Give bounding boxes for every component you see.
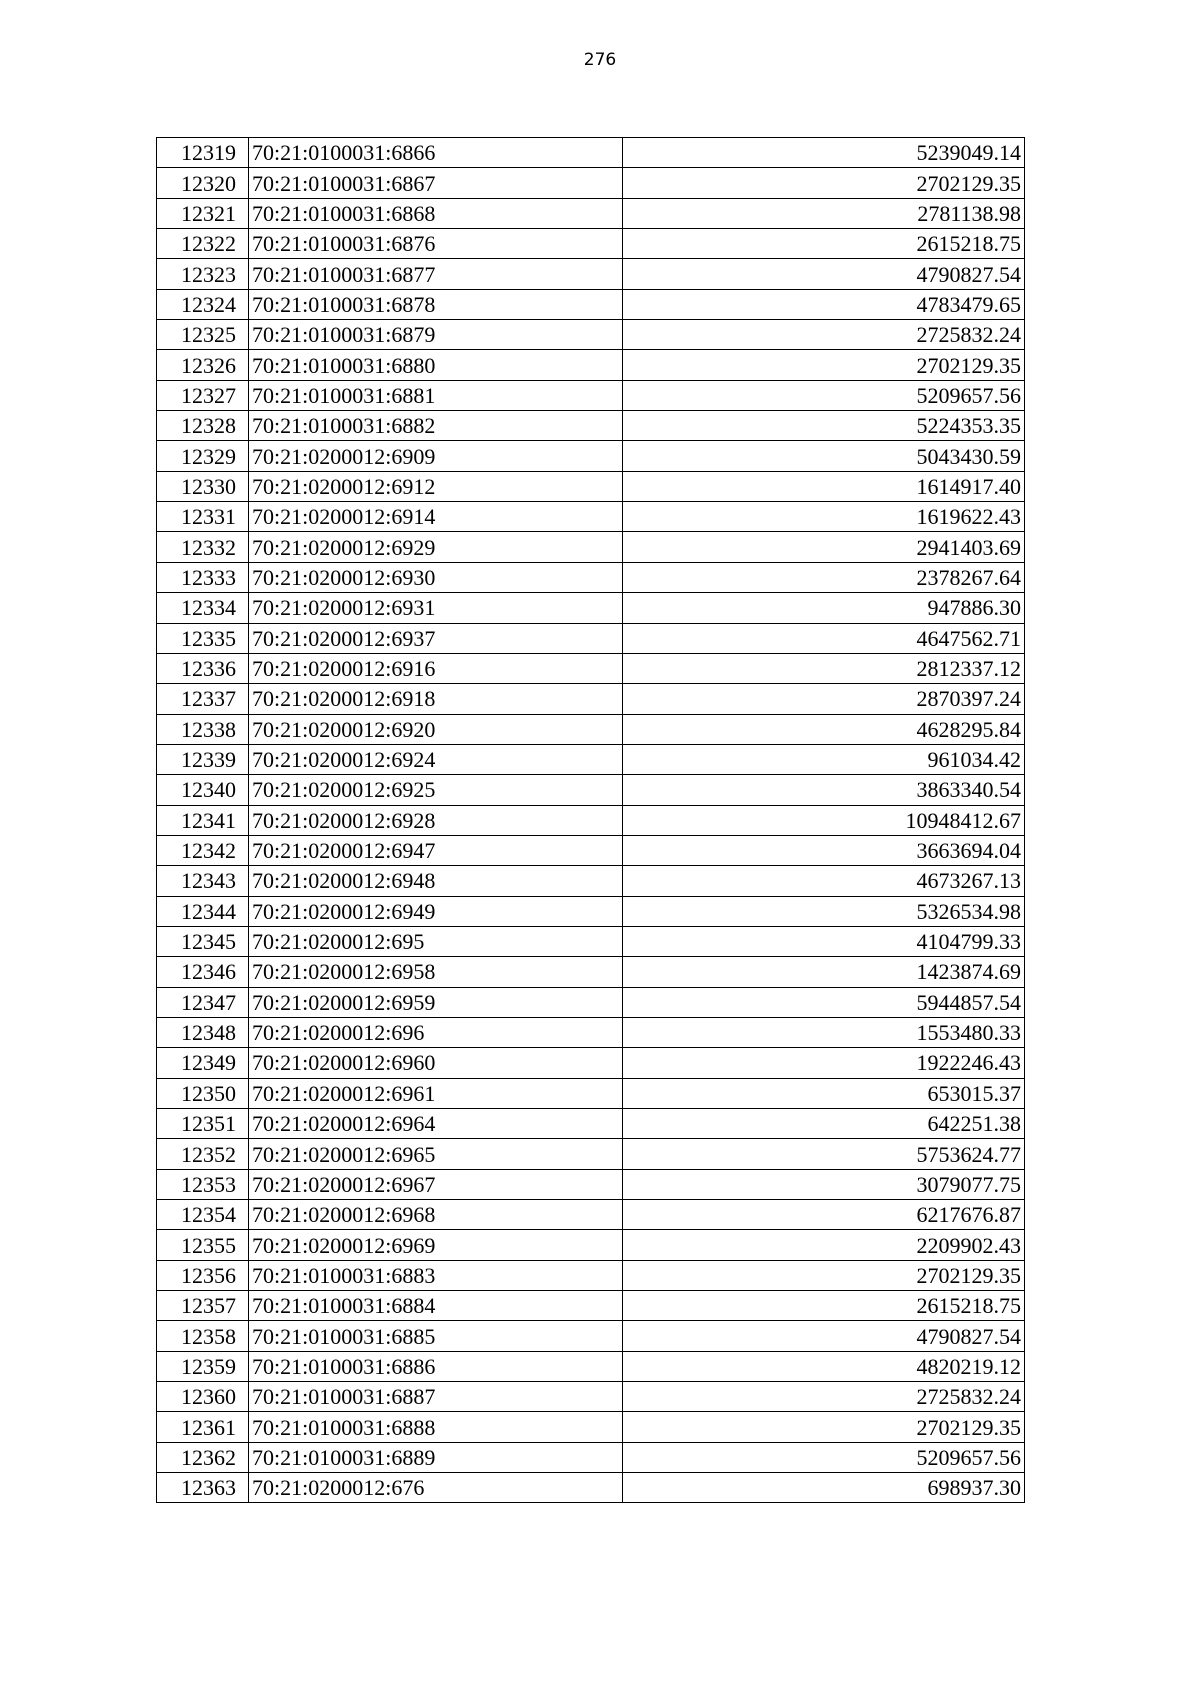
cadastral-value: 5209657.56 [623,1442,1025,1472]
cadastral-number: 70:21:0200012:6960 [249,1048,623,1078]
row-number: 12349 [157,1048,249,1078]
cadastral-number: 70:21:0100031:6885 [249,1321,623,1351]
cadastral-value: 698937.30 [623,1473,1025,1503]
cadastral-value: 4647562.71 [623,623,1025,653]
cadastral-value: 5043430.59 [623,441,1025,471]
row-number: 12335 [157,623,249,653]
cadastral-number: 70:21:0100031:6868 [249,198,623,228]
cadastral-number: 70:21:0200012:6914 [249,502,623,532]
table-row [157,441,1025,471]
cadastral-value: 2702129.35 [623,168,1025,198]
row-number: 12352 [157,1139,249,1169]
cadastral-number: 70:21:0100031:6887 [249,1382,623,1412]
table-row [157,229,1025,259]
row-number: 12341 [157,805,249,835]
table-row [157,1169,1025,1199]
row-number: 12339 [157,744,249,774]
cadastral-number: 70:21:0200012:6909 [249,441,623,471]
table-row [157,1442,1025,1472]
table-row [157,411,1025,441]
cadastral-value: 2725832.24 [623,1382,1025,1412]
row-number: 12362 [157,1442,249,1472]
cadastral-value: 5239049.14 [623,138,1025,168]
cadastral-number: 70:21:0100031:6879 [249,320,623,350]
cadastral-value: 2615218.75 [623,229,1025,259]
cadastral-number: 70:21:0200012:6958 [249,957,623,987]
table-row [157,1078,1025,1108]
row-number: 12326 [157,350,249,380]
cadastral-value: 1619622.43 [623,502,1025,532]
cadastral-number: 70:21:0100031:6867 [249,168,623,198]
cadastral-number: 70:21:0100031:6880 [249,350,623,380]
cadastral-number: 70:21:0100031:6878 [249,289,623,319]
cadastral-number: 70:21:0200012:6937 [249,623,623,653]
table-row [157,896,1025,926]
table-row [157,1351,1025,1381]
table-row [157,805,1025,835]
table-row [157,987,1025,1017]
row-number: 12357 [157,1291,249,1321]
row-number: 12324 [157,289,249,319]
cadastral-value: 2725832.24 [623,320,1025,350]
table-row [157,1109,1025,1139]
row-number: 12330 [157,471,249,501]
cadastral-value: 4790827.54 [623,259,1025,289]
row-number: 12345 [157,926,249,956]
cadastral-value: 2702129.35 [623,350,1025,380]
table-row [157,562,1025,592]
row-number: 12344 [157,896,249,926]
cadastral-number: 70:21:0200012:6948 [249,866,623,896]
table-row [157,684,1025,714]
cadastral-value: 3863340.54 [623,775,1025,805]
row-number: 12363 [157,1473,249,1503]
row-number: 12327 [157,380,249,410]
row-number: 12336 [157,653,249,683]
cadastral-value: 2615218.75 [623,1291,1025,1321]
cadastral-value: 2702129.35 [623,1260,1025,1290]
cadastral-number: 70:21:0100031:6866 [249,138,623,168]
table-row [157,138,1025,168]
cadastral-number: 70:21:0200012:6928 [249,805,623,835]
row-number: 12321 [157,198,249,228]
row-number: 12333 [157,562,249,592]
cadastral-value: 1553480.33 [623,1017,1025,1047]
row-number: 12322 [157,229,249,259]
cadastral-number: 70:21:0100031:6886 [249,1351,623,1381]
cadastral-number: 70:21:0200012:6925 [249,775,623,805]
cadastral-number: 70:21:0100031:6884 [249,1291,623,1321]
cadastral-number: 70:21:0100031:6882 [249,411,623,441]
cadastral-number: 70:21:0100031:6883 [249,1260,623,1290]
row-number: 12328 [157,411,249,441]
cadastral-value: 2812337.12 [623,653,1025,683]
table-row [157,320,1025,350]
table-row [157,259,1025,289]
cadastral-value: 653015.37 [623,1078,1025,1108]
row-number: 12343 [157,866,249,896]
row-number: 12354 [157,1200,249,1230]
cadastral-number: 70:21:0100031:6877 [249,259,623,289]
cadastral-value: 2870397.24 [623,684,1025,714]
row-number: 12350 [157,1078,249,1108]
row-number: 12346 [157,957,249,987]
row-number: 12323 [157,259,249,289]
cadastral-value: 961034.42 [623,744,1025,774]
row-number: 12338 [157,714,249,744]
table-row [157,1473,1025,1503]
row-number: 12361 [157,1412,249,1442]
cadastral-number: 70:21:0200012:6929 [249,532,623,562]
row-number: 12319 [157,138,249,168]
cadastral-number: 70:21:0100031:6881 [249,380,623,410]
table-row [157,289,1025,319]
cadastral-value: 10948412.67 [623,805,1025,835]
cadastral-value: 4820219.12 [623,1351,1025,1381]
cadastral-value: 2941403.69 [623,532,1025,562]
row-number: 12355 [157,1230,249,1260]
cadastral-number: 70:21:0200012:6961 [249,1078,623,1108]
row-number: 12360 [157,1382,249,1412]
cadastral-value: 5326534.98 [623,896,1025,926]
cadastral-value: 2209902.43 [623,1230,1025,1260]
table-row [157,1139,1025,1169]
row-number: 12331 [157,502,249,532]
table-row [157,1230,1025,1260]
cadastral-number: 70:21:0200012:6959 [249,987,623,1017]
row-number: 12325 [157,320,249,350]
cadastral-value: 4673267.13 [623,866,1025,896]
table-row [157,714,1025,744]
row-number: 12351 [157,1109,249,1139]
cadastral-value: 2781138.98 [623,198,1025,228]
table-row [157,471,1025,501]
cadastral-number: 70:21:0200012:6968 [249,1200,623,1230]
table-row [157,1321,1025,1351]
row-number: 12342 [157,835,249,865]
page-number: 276 [583,50,617,70]
table-row [157,593,1025,623]
table-row [157,775,1025,805]
cadastral-value-table [156,137,1025,1503]
table-row [157,502,1025,532]
cadastral-number: 70:21:0200012:6920 [249,714,623,744]
cadastral-value: 4104799.33 [623,926,1025,956]
table-row [157,1048,1025,1078]
cadastral-value: 4783479.65 [623,289,1025,319]
row-number: 12337 [157,684,249,714]
row-number: 12347 [157,987,249,1017]
table-row [157,835,1025,865]
table-row [157,1017,1025,1047]
cadastral-number: 70:21:0200012:696 [249,1017,623,1047]
cadastral-number: 70:21:0200012:6969 [249,1230,623,1260]
table-row [157,1382,1025,1412]
table-row [157,380,1025,410]
row-number: 12348 [157,1017,249,1047]
cadastral-number: 70:21:0200012:6918 [249,684,623,714]
cadastral-value: 5209657.56 [623,380,1025,410]
table-row [157,198,1025,228]
cadastral-value: 1922246.43 [623,1048,1025,1078]
table-body [157,138,1025,1503]
cadastral-number: 70:21:0200012:6916 [249,653,623,683]
table-row [157,1260,1025,1290]
cadastral-number: 70:21:0200012:6924 [249,744,623,774]
row-number: 12332 [157,532,249,562]
row-number: 12334 [157,593,249,623]
row-number: 12359 [157,1351,249,1381]
table-row [157,623,1025,653]
cadastral-value: 3663694.04 [623,835,1025,865]
cadastral-value: 5944857.54 [623,987,1025,1017]
table-row [157,926,1025,956]
cadastral-value: 947886.30 [623,593,1025,623]
cadastral-value: 4790827.54 [623,1321,1025,1351]
cadastral-value: 642251.38 [623,1109,1025,1139]
cadastral-number: 70:21:0100031:6888 [249,1412,623,1442]
table-row [157,1412,1025,1442]
cadastral-value: 1614917.40 [623,471,1025,501]
cadastral-value: 5224353.35 [623,411,1025,441]
cadastral-number: 70:21:0100031:6889 [249,1442,623,1472]
table-row [157,957,1025,987]
table-row [157,653,1025,683]
table-row [157,744,1025,774]
row-number: 12340 [157,775,249,805]
cadastral-number: 70:21:0200012:676 [249,1473,623,1503]
cadastral-number: 70:21:0200012:6931 [249,593,623,623]
cadastral-value: 6217676.87 [623,1200,1025,1230]
table-row [157,350,1025,380]
cadastral-number: 70:21:0200012:6930 [249,562,623,592]
cadastral-value: 1423874.69 [623,957,1025,987]
cadastral-number: 70:21:0200012:6949 [249,896,623,926]
table-row [157,532,1025,562]
row-number: 12358 [157,1321,249,1351]
table-row [157,1200,1025,1230]
row-number: 12353 [157,1169,249,1199]
cadastral-number: 70:21:0200012:695 [249,926,623,956]
cadastral-number: 70:21:0200012:6912 [249,471,623,501]
table-row [157,866,1025,896]
cadastral-number: 70:21:0200012:6947 [249,835,623,865]
cadastral-number: 70:21:0200012:6965 [249,1139,623,1169]
row-number: 12356 [157,1260,249,1290]
table-row [157,168,1025,198]
cadastral-value: 4628295.84 [623,714,1025,744]
cadastral-value: 2378267.64 [623,562,1025,592]
cadastral-number: 70:21:0200012:6967 [249,1169,623,1199]
cadastral-value: 5753624.77 [623,1139,1025,1169]
table-row [157,1291,1025,1321]
cadastral-number: 70:21:0100031:6876 [249,229,623,259]
cadastral-number: 70:21:0200012:6964 [249,1109,623,1139]
cadastral-value: 3079077.75 [623,1169,1025,1199]
cadastral-value: 2702129.35 [623,1412,1025,1442]
row-number: 12329 [157,441,249,471]
row-number: 12320 [157,168,249,198]
